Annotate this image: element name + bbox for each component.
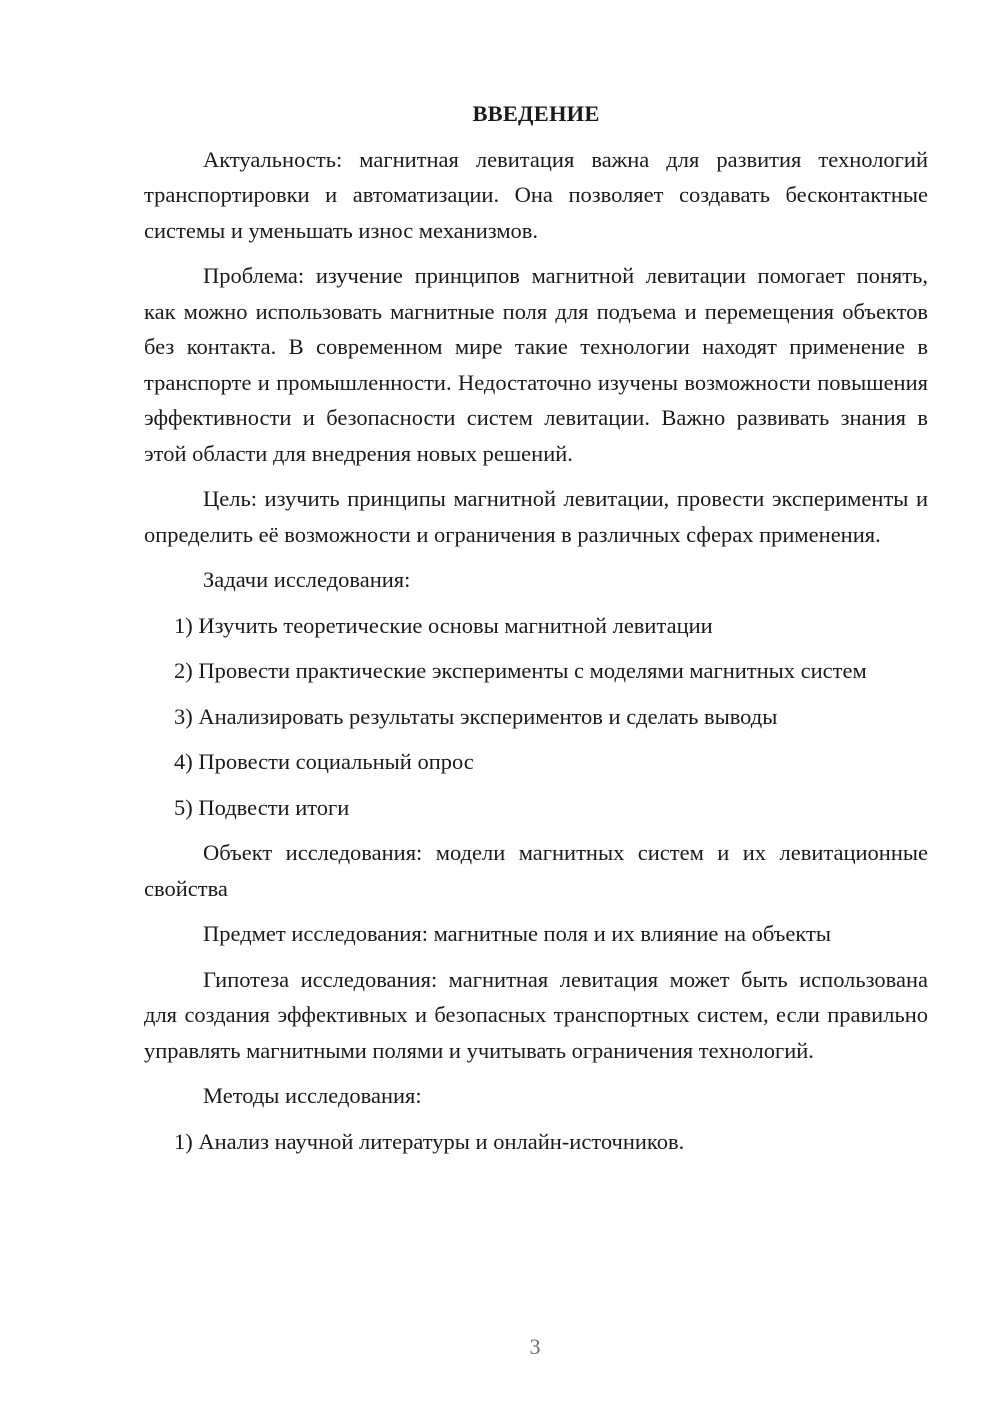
task-item-3: 3) Анализировать результаты экспериментов и сделать выводы xyxy=(174,703,778,729)
problem-paragraph: Проблема: изучение принципов магнитной левитации помогает понять, как можно использовать магнитные поля для подъема и перемещения объектов без контакта. В современном мире такие технологии находят применение в транспорте и промышленности. Недостаточно изучены возможности повышения эффективности и безопасности систем левитации. Важно развивать знания в этой области для внедрения новых решений. xyxy=(144,263,928,466)
tasks-heading: Задачи исследования: xyxy=(203,567,411,592)
object-paragraph: Объект исследования: модели магнитных систем и их левитационные свойства xyxy=(144,840,928,901)
subject-paragraph: Предмет исследования: магнитные поля и их влияние на объекты xyxy=(203,921,831,946)
task-item-4: 4) Провести социальный опрос xyxy=(174,749,474,774)
task-item-1: 1) Изучить теоретические основы магнитной левитации xyxy=(174,612,713,638)
hypothesis-paragraph: Гипотеза исследования: магнитная левитация может быть использована для создания эффективных и безопасных транспортных систем, если правильно управлять магнитными полями и учитывать ограничения технологий. xyxy=(144,966,928,1063)
task-item-5: 5) Подвести итоги xyxy=(174,794,350,820)
page-number: 3 xyxy=(529,1334,541,1359)
section-title: ВВЕДЕНИЕ xyxy=(472,101,600,126)
task-item-2: 2) Провести практические эксперименты с моделями магнитных систем xyxy=(174,658,867,683)
relevance-paragraph: Актуальность: магнитная левитация важна для развития технологий транспортировки и автоматизации. Она позволяет создавать бесконтактные системы и уменьшать износ механизмов. xyxy=(144,146,928,243)
methods-heading: Методы исследования: xyxy=(203,1083,422,1108)
method-item-1: 1) Анализ научной литературы и онлайн-источников. xyxy=(174,1128,685,1154)
document-body xyxy=(144,96,928,1169)
goal-paragraph: Цель: изучить принципы магнитной левитации, провести эксперименты и определить её возможности и ограничения в различных сферах применения. xyxy=(144,486,928,547)
